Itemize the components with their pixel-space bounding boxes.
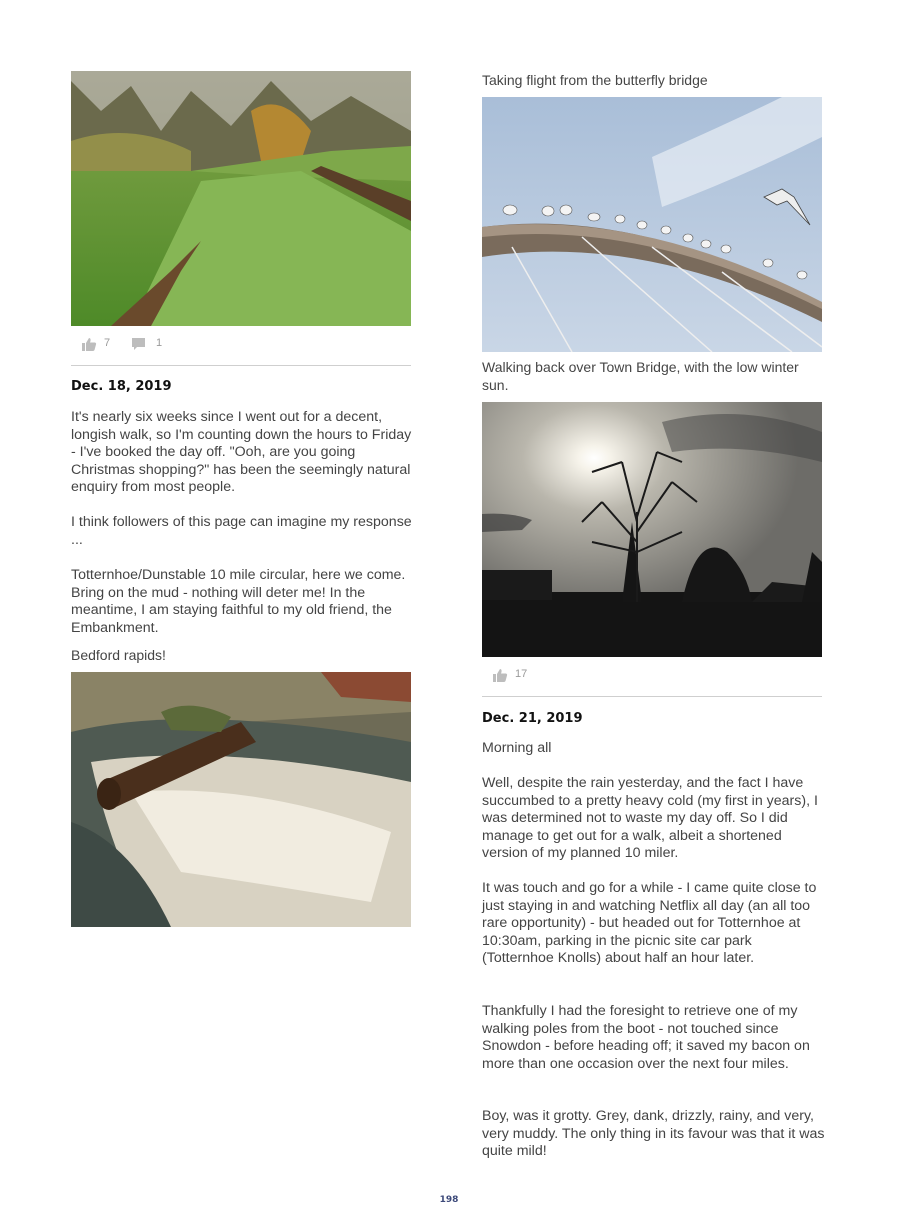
post-paragraph: Totternhoe/Dunstable 10 mile circular, here we come. Bring on the mud - nothing will deter me! In the meantime, I am staying faithful to my old friend, the Embankment.: [71, 567, 406, 636]
photo-caption: Taking flight from the butterfly bridge: [482, 72, 708, 88]
photo-caption: Bedford rapids!: [71, 647, 166, 663]
post-paragraph: Well, despite the rain yesterday, and the fact I have succumbed to a pretty heavy cold (my first in years), I was determined not to waste my day off. So I did manage to get out for a walk, albeit a shortened version of my planned 10 miler.: [482, 775, 818, 861]
post-meta-left: [71, 325, 411, 366]
rapids-photo: [71, 672, 411, 927]
post-paragraph: It's nearly six weeks since I went out for a decent, longish walk, so I'm counting down the hours to Friday - I've booked the day off. "Ooh, are you going Christmas shopping?" has been the seemingly natural enquiry from most people.: [71, 409, 412, 495]
likes-count: 7: [104, 337, 111, 349]
photo-caption: Walking back over Town Bridge, with the low winter sun.: [482, 359, 799, 393]
thumbs-up-icon[interactable]: [81, 336, 97, 355]
thumbs-up-icon[interactable]: [492, 667, 508, 686]
comment-icon[interactable]: [131, 336, 146, 355]
post-paragraph: Boy, was it grotty. Grey, dank, drizzly, rainy, and very, very muddy. The only thing in its favour was that it was quite mild!: [482, 1108, 825, 1159]
post-paragraph: Thankfully I had the foresight to retrieve one of my walking poles from the boot - not touched since Snowdon - before heading off; it saved my bacon on more than one occasion over the next four miles.: [482, 1003, 810, 1072]
comments-count: 1: [156, 337, 163, 349]
likes-count: 17: [515, 668, 528, 680]
post-date: Dec. 18, 2019: [71, 379, 172, 394]
page-number: 198: [439, 1195, 459, 1205]
post-paragraph: I think followers of this page can imagine my response ...: [71, 514, 412, 548]
post-meta-right: [482, 656, 822, 697]
gulls-bridge-photo: [482, 97, 822, 352]
post-paragraph: Morning all: [482, 740, 552, 756]
winter-sun-tree-photo: [482, 402, 822, 657]
post-paragraph: It was touch and go for a while - I came quite close to just staying in and watching Netflix all day (an all too rare opportunity) - but headed out for Totternhoe at 10:30am, parking in the picnic site car park (Totternhoe Knolls) about half an hour later.: [482, 880, 817, 966]
post-date: Dec. 21, 2019: [482, 711, 583, 726]
grass-path-photo: [71, 71, 411, 326]
